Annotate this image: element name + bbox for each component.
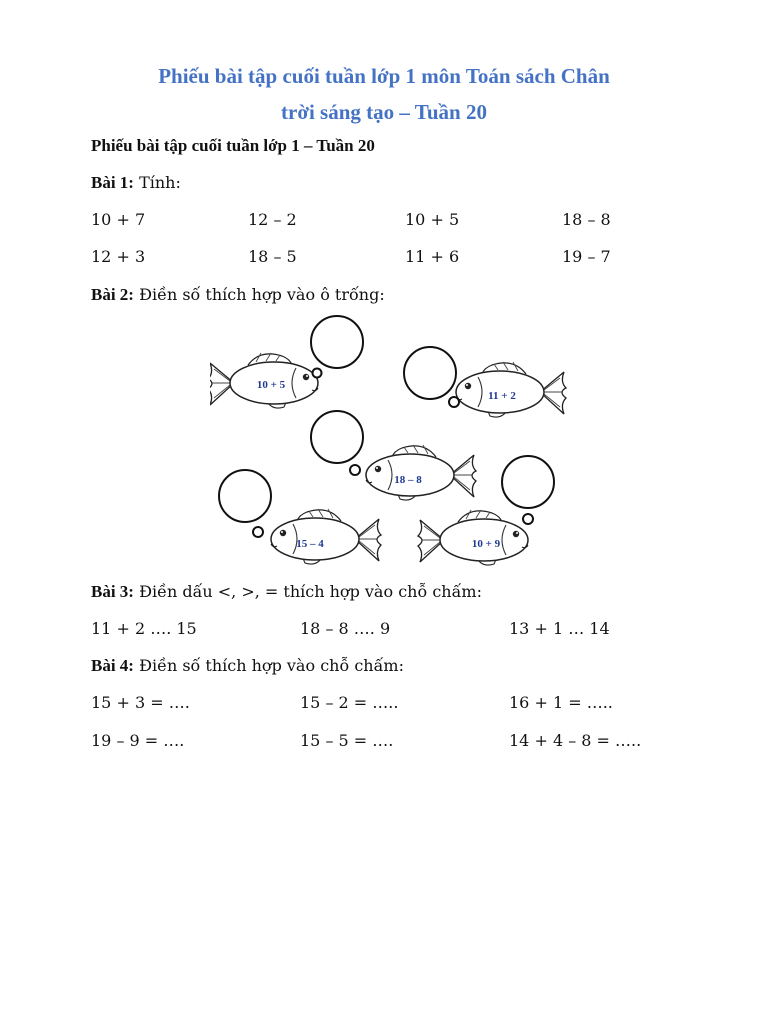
exercise-3-label: Bài 3: [91, 582, 134, 601]
ex1-problem: 10 + 7 [91, 210, 146, 229]
fish-3-label: 18 – 8 [394, 474, 422, 486]
fish-1-label: 10 + 5 [256, 379, 286, 391]
answer-bubble-5[interactable] [502, 456, 554, 508]
bubble-small [350, 465, 360, 475]
ex4-problem: 15 – 5 = …. [300, 731, 394, 750]
fish-4-label: 15 – 4 [296, 538, 324, 550]
exercise-1-label: Bài 1: [91, 173, 134, 192]
ex1-problem: 18 – 5 [248, 247, 297, 266]
ex1-problem: 19 – 7 [562, 247, 611, 266]
answer-bubble-2[interactable] [404, 347, 456, 399]
bubble-small [313, 369, 322, 378]
fish-illustration [210, 310, 570, 575]
ex4-problem: 19 – 9 = …. [91, 731, 185, 750]
ex1-problem: 12 – 2 [248, 210, 297, 229]
ex4-problem: 15 – 2 = ….. [300, 693, 399, 712]
bubble-small [253, 527, 263, 537]
fish-3 [366, 445, 476, 500]
fish-5-label: 10 + 9 [471, 538, 501, 550]
answer-bubble-4[interactable] [219, 470, 271, 522]
page-title-line-1: Phiếu bài tập cuối tuần lớp 1 môn Toán sách Chân [158, 64, 610, 88]
ex3-comparison: 13 + 1 … 14 [509, 619, 610, 638]
page-title-line-2: trời sáng tạo – Tuần 20 [281, 100, 487, 124]
exercise-2-heading [91, 284, 385, 306]
exercise-3-heading [91, 581, 482, 603]
fish-svg [210, 310, 570, 575]
worksheet-subtitle: Phiếu bài tập cuối tuần lớp 1 – Tuần 20 [91, 136, 375, 155]
bubble-small [449, 397, 459, 407]
fish-4 [271, 509, 381, 564]
exercise-4-heading [91, 655, 404, 677]
fish-1 [210, 353, 318, 408]
answer-bubble-3[interactable] [311, 411, 363, 463]
exercise-1-heading [91, 172, 181, 194]
ex4-problem: 15 + 3 = …. [91, 693, 190, 712]
ex1-problem: 10 + 5 [405, 210, 460, 229]
ex3-comparison: 18 – 8 …. 9 [300, 619, 391, 638]
fish-2-label: 11 + 2 [488, 390, 516, 402]
bubble-small [523, 514, 533, 524]
ex1-problem: 18 – 8 [562, 210, 611, 229]
exercise-3-instruction: Điền dấu <, >, = thích hợp vào chỗ chấm: [133, 582, 482, 601]
exercise-2-label: Bài 2: [91, 285, 134, 304]
ex3-comparison: 11 + 2 …. 15 [91, 619, 197, 638]
exercise-1-instruction: Tính: [133, 173, 181, 192]
exercise-2-instruction: Điền số thích hợp vào ô trống: [133, 285, 385, 304]
exercise-4-label: Bài 4: [91, 656, 134, 675]
ex1-problem: 11 + 6 [405, 247, 460, 266]
ex4-problem: 16 + 1 = ….. [509, 693, 613, 712]
ex1-problem: 12 + 3 [91, 247, 146, 266]
answer-bubble-1[interactable] [311, 316, 363, 368]
page-title [60, 58, 708, 130]
ex4-problem: 14 + 4 – 8 = ….. [509, 731, 642, 750]
exercise-4-instruction: Điền số thích hợp vào chỗ chấm: [133, 656, 404, 675]
